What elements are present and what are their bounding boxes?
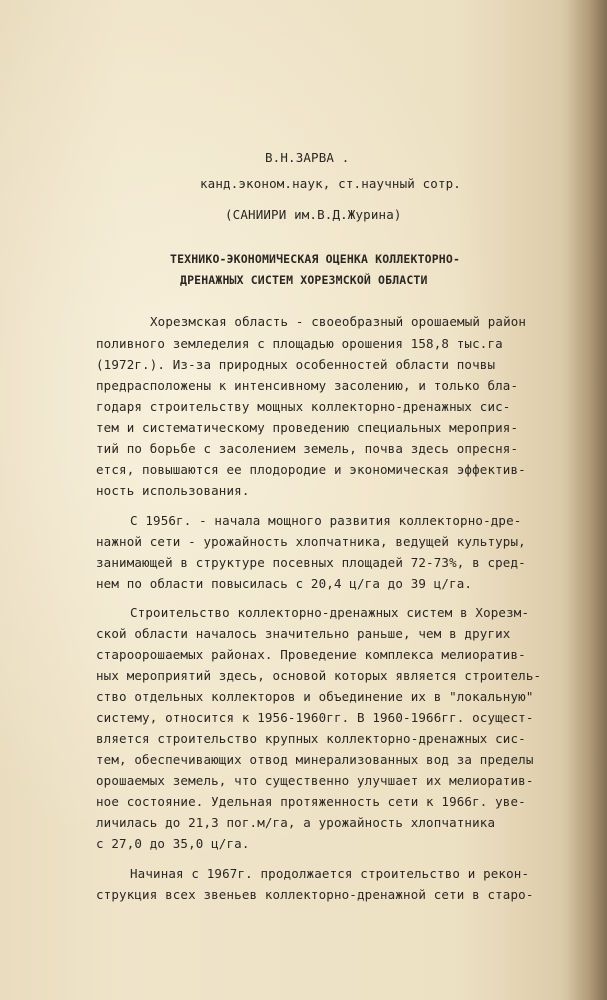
- paragraph-3-line: староорошаемых районах. Проведение комплекса мелиоратив-: [96, 647, 526, 662]
- paragraph-1-line: (1972г.). Из-за природных особенностей области почвы: [96, 357, 496, 372]
- paragraph-2-line: нажной сети - урожайность хлопчатника, ведущей культуры,: [96, 534, 526, 549]
- paragraph-3-line: личилась до 21,3 пог.м/га, а урожайность хлопчатника: [96, 815, 496, 830]
- paragraph-1-line: предрасположены к интенсивному засолению, и только бла-: [96, 378, 519, 393]
- paragraph-1-line: годаря строительству мощных коллекторно-дренажных сис-: [96, 399, 511, 414]
- title-line-1: ТЕХНИКО-ЭКОНОМИЧЕСКАЯ ОЦЕНКА КОЛЛЕКТОРНО-: [170, 252, 461, 266]
- paragraph-3-line: ное состояние. Удельная протяженность сети к 1966г. уве-: [96, 794, 526, 809]
- paragraph-2-line: нем по области повысилась с 20,4 ц/га до 39 ц/га.: [96, 576, 473, 591]
- paragraph-3-line: вляется строительство крупных коллекторно-дренажных сис-: [96, 731, 526, 746]
- paragraph-4-line: струкция всех звеньев коллекторно-дренажной сети в старо-: [96, 887, 534, 902]
- author-institute: (САНИИРИ им.В.Д.Журина): [225, 207, 402, 222]
- paragraph-3-line: ство отдельных коллекторов и объединение их в "локальную": [96, 689, 534, 704]
- paragraph-3-line: Строительство коллекторно-дренажных систем в Хорезм-: [130, 605, 530, 620]
- paragraph-2-line: занимающей в структуре посевных площадей 72-73%, в сред-: [96, 555, 526, 570]
- paragraph-1-line: тем и систематическому проведению специальных мероприя-: [96, 420, 519, 435]
- paragraph-1-line: ность использования.: [96, 483, 250, 498]
- paragraph-3-line: ных мероприятий здесь, основой которых является строитель-: [96, 668, 542, 683]
- paragraph-3-line: с 27,0 до 35,0 ц/га.: [96, 836, 250, 851]
- paragraph-3-line: систему, относится к 1956-1960гг. В 1960-1966гг. осущест-: [96, 710, 534, 725]
- title-line-2: ДРЕНАЖНЫХ СИСТЕМ ХОРЕЗМСКОЙ ОБЛАСТИ: [180, 273, 428, 287]
- paragraph-1-line: поливного земледелия с площадью орошения 158,8 тыс.га: [96, 336, 503, 351]
- paragraph-3-line: орошаемых земель, что существенно улучшает их мелиоратив-: [96, 773, 534, 788]
- author-position: канд.эконом.наук, ст.научный сотр.: [200, 176, 461, 191]
- paragraph-3-line: ской области началось значительно раньше, чем в других: [96, 626, 511, 641]
- paragraph-3-line: тем, обеспечивающих отвод минерализованных вод за пределы: [96, 752, 534, 767]
- paragraph-2-line: С 1956г. - начала мощного развития коллекторно-дре-: [130, 513, 522, 528]
- paragraph-1-line: тий по борьбе с засолением земель, почва здесь опресня-: [96, 441, 519, 456]
- paragraph-1-line: Хорезмская область - своеобразный орошаемый район: [150, 314, 527, 329]
- page-spine-shadow: [567, 0, 607, 1000]
- paragraph-4-line: Начиная с 1967г. продолжается строительство и рекон-: [130, 866, 530, 881]
- paragraph-1-line: ется, повышаются ее плодородие и экономическая эффектив-: [96, 462, 526, 477]
- author-name: В.Н.ЗАРВА .: [265, 150, 350, 165]
